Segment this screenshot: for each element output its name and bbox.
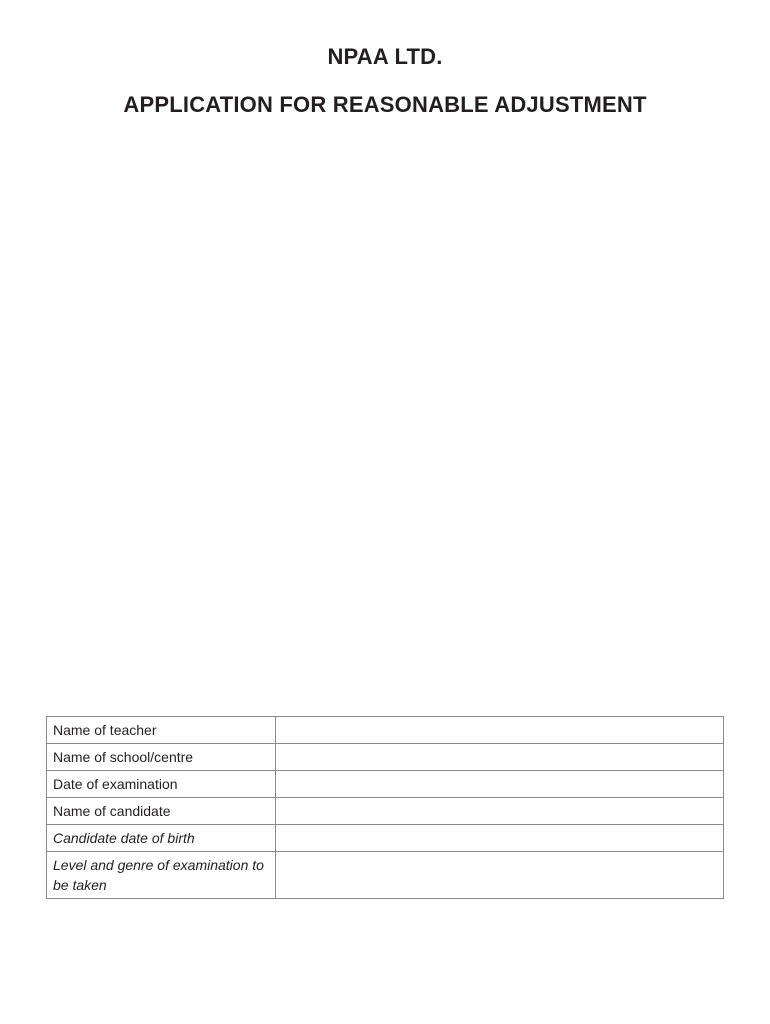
form-title: APPLICATION FOR REASONABLE ADJUSTMENT [123, 92, 647, 117]
table-row-school [47, 744, 724, 771]
table-row-candidate [47, 798, 724, 825]
level-genre-label: Level and genre of examination to be taken [47, 852, 276, 899]
table-row-dob [47, 825, 724, 852]
candidate-name-label: Name of candidate [47, 798, 276, 825]
candidate-dob-field[interactable] [276, 825, 724, 852]
exam-date-field[interactable] [276, 771, 724, 798]
school-name-label: Name of school/centre [47, 744, 276, 771]
table-row-level-genre [47, 852, 724, 899]
candidate-dob-label: Candidate date of birth [47, 825, 276, 852]
table-row-exam-date [47, 771, 724, 798]
teacher-name-label: Name of teacher [47, 717, 276, 744]
level-genre-field[interactable] [276, 852, 724, 899]
school-name-field[interactable] [276, 744, 724, 771]
teacher-name-field[interactable] [276, 717, 724, 744]
candidate-name-field[interactable] [276, 798, 724, 825]
applicant-details-table [46, 716, 724, 899]
exam-date-label: Date of examination [47, 771, 276, 798]
organisation-name: NPAA LTD. [327, 44, 443, 69]
table-row-teacher [47, 717, 724, 744]
